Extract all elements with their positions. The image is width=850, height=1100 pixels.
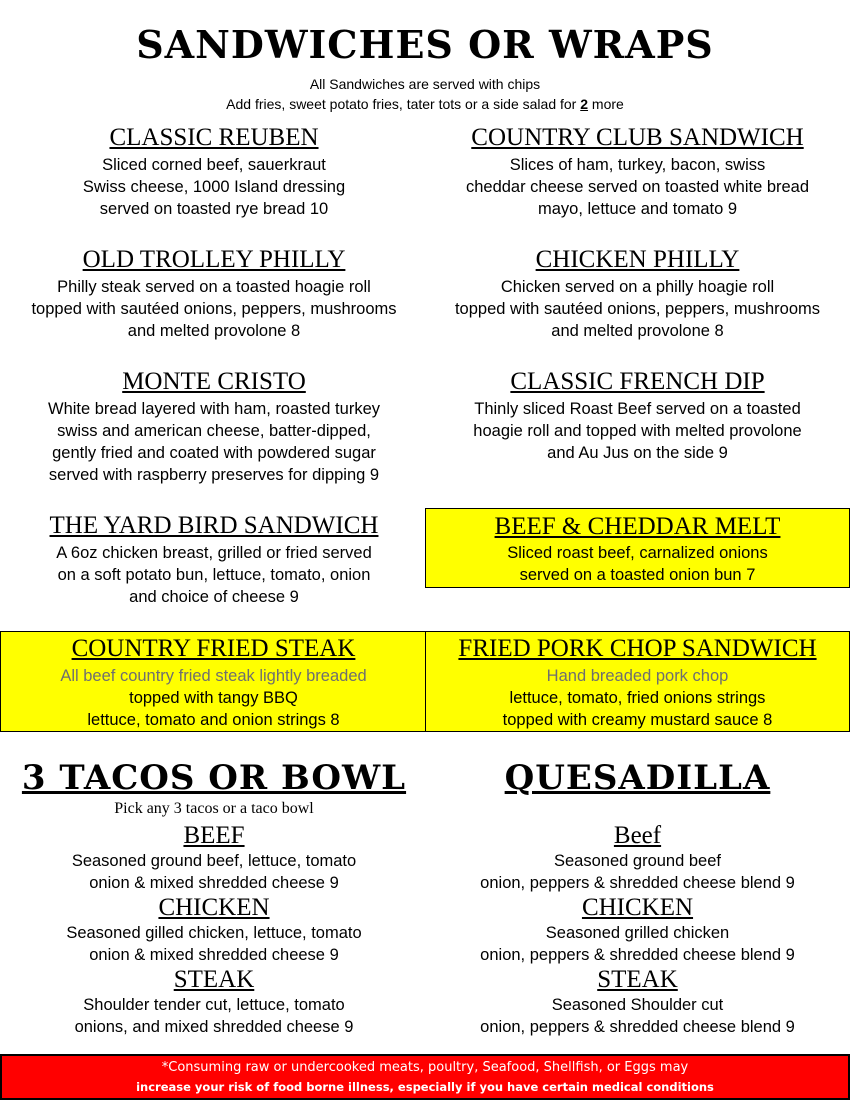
item-description xyxy=(0,922,428,966)
spacer xyxy=(425,800,850,818)
menu-item-country-club xyxy=(425,124,850,220)
description-line: and Au Jus on the side 9 xyxy=(547,444,728,462)
description-line: A 6oz chicken breast, grilled or fried served xyxy=(56,544,372,562)
description-line: hoagie roll and topped with melted provolone xyxy=(473,422,802,440)
menu-item-old-trolley-philly xyxy=(0,246,428,342)
description-line: Philly steak served on a toasted hoagie roll xyxy=(57,278,371,296)
item-title: BEEF & CHEDDAR MELT xyxy=(494,513,781,540)
menu-item-chicken-philly xyxy=(425,246,850,342)
description-line: Shoulder tender cut, lettuce, tomato xyxy=(83,996,345,1014)
description-line: onion, peppers & shredded cheese blend 9 xyxy=(480,1018,795,1036)
description-line: Swiss cheese, 1000 Island dressing xyxy=(82,178,346,196)
taco-steak-title: STEAK xyxy=(173,966,255,993)
description-line: All beef country fried steak lightly breaded xyxy=(60,667,367,685)
quesadilla-beef-title: Beef xyxy=(613,822,662,849)
item-description xyxy=(425,398,850,464)
description-line: Seasoned grilled chicken xyxy=(545,924,730,942)
item-title: THE YARD BIRD SANDWICH xyxy=(49,512,379,539)
description-line: Sliced roast beef, carnalized onions xyxy=(507,544,768,562)
description-line: and melted provolone 8 xyxy=(551,322,724,340)
taco-chicken-title: CHICKEN xyxy=(158,894,270,921)
item-title: COUNTRY CLUB SANDWICH xyxy=(471,124,804,151)
description-line: topped with tangy BBQ xyxy=(129,689,298,707)
item-description xyxy=(0,850,428,894)
tacos-title: 3 TACOS OR BOWL xyxy=(21,758,407,798)
description-line: Thinly sliced Roast Beef served on a toasted xyxy=(474,400,801,418)
warning-line-2: increase your risk of food borne illness, especially if you have certain medical conditions xyxy=(136,1080,714,1094)
menu-item-yard-bird xyxy=(0,512,428,608)
quesadilla-title: QUESADILLA xyxy=(504,758,771,798)
chips-note: All Sandwiches are served with chips xyxy=(309,76,541,92)
description-line: onion, peppers & shredded cheese blend 9 xyxy=(480,874,795,892)
item-description xyxy=(425,154,850,220)
item-title: CHICKEN PHILLY xyxy=(535,246,740,273)
item-description xyxy=(425,850,850,894)
food-safety-warning xyxy=(0,1054,850,1100)
description-line: onion & mixed shredded cheese 9 xyxy=(89,946,339,964)
description-line: lettuce, tomato, fried onions strings xyxy=(509,689,766,707)
description-line: served with raspberry preserves for dipping 9 xyxy=(48,466,380,484)
description-line: Hand breaded pork chop xyxy=(546,667,729,685)
description-line: Seasoned gilled chicken, lettuce, tomato xyxy=(66,924,362,942)
item-description xyxy=(0,994,428,1038)
taco-beef-title: BEEF xyxy=(183,822,245,849)
quesadilla-steak-title: STEAK xyxy=(597,966,678,993)
item-description xyxy=(0,542,428,608)
item-title: CLASSIC REUBEN xyxy=(109,124,319,151)
tacos-section xyxy=(0,756,428,1038)
item-description xyxy=(0,154,428,220)
description-line: and melted provolone 8 xyxy=(127,322,301,340)
menu-item-classic-reuben xyxy=(0,124,428,220)
sides-note xyxy=(0,94,850,114)
item-title: COUNTRY FRIED STEAK xyxy=(71,635,356,662)
item-description xyxy=(425,994,850,1038)
sides-note-more: more xyxy=(588,96,624,112)
description-line: Seasoned ground beef, lettuce, tomato xyxy=(71,852,357,870)
quesadilla-section xyxy=(425,756,850,1038)
item-title: OLD TROLLEY PHILLY xyxy=(82,246,346,273)
description-line: cheddar cheese served on toasted white bread xyxy=(465,178,810,196)
menu-header xyxy=(0,22,850,114)
sides-price: 2 xyxy=(580,96,589,112)
description-line: mayo, lettuce and tomato 9 xyxy=(537,200,738,218)
description-line: served on a toasted onion bun 7 xyxy=(519,566,756,584)
item-title: CLASSIC FRENCH DIP xyxy=(510,368,765,395)
description-line: on a soft potato bun, lettuce, tomato, onion xyxy=(57,566,371,584)
menu-item-beef-cheddar-melt xyxy=(425,508,850,588)
description-line: Sliced corned beef, sauerkraut xyxy=(102,156,326,174)
sides-note-text: Add fries, sweet potato fries, tater tots or a side salad for xyxy=(226,96,581,112)
description-line: White bread layered with ham, roasted turkey xyxy=(48,400,380,418)
description-line: served on toasted rye bread 10 xyxy=(99,200,329,218)
page-title: SANDWICHES OR WRAPS xyxy=(136,22,714,67)
description-line: onion, peppers & shredded cheese blend 9 xyxy=(480,946,795,964)
description-line: lettuce, tomato and onion strings 8 xyxy=(87,711,340,729)
item-description xyxy=(425,922,850,966)
item-title: FRIED PORK CHOP SANDWICH xyxy=(458,635,817,662)
item-description xyxy=(0,276,428,342)
description-line: onions, and mixed shredded cheese 9 xyxy=(74,1018,354,1036)
menu-item-country-fried-steak xyxy=(0,631,427,732)
item-description xyxy=(1,665,426,731)
item-description xyxy=(425,276,850,342)
description-line: Slices of ham, turkey, bacon, swiss xyxy=(509,156,766,174)
description-line: topped with creamy mustard sauce 8 xyxy=(502,711,773,729)
menu-item-pork-chop xyxy=(425,631,850,732)
tacos-subtitle: Pick any 3 tacos or a taco bowl xyxy=(114,800,314,817)
quesadilla-chicken-title: CHICKEN xyxy=(581,894,694,921)
description-line: onion & mixed shredded cheese 9 xyxy=(89,874,339,892)
menu-item-french-dip xyxy=(425,368,850,464)
description-line: Seasoned Shoulder cut xyxy=(551,996,724,1014)
item-description xyxy=(426,665,849,731)
warning-line-1: *Consuming raw or undercooked meats, poultry, Seafood, Shellfish, or Eggs may xyxy=(161,1060,689,1075)
description-line: Chicken served on a philly hoagie roll xyxy=(500,278,775,296)
description-line: Seasoned ground beef xyxy=(554,852,721,870)
item-description xyxy=(0,398,428,486)
description-line: topped with sautéed onions, peppers, mushrooms xyxy=(454,300,821,318)
description-line: topped with sautéed onions, peppers, mushrooms xyxy=(31,300,397,318)
description-line: gently fried and coated with powdered sugar xyxy=(52,444,376,462)
description-line: and choice of cheese 9 xyxy=(129,588,299,606)
menu-item-monte-cristo xyxy=(0,368,428,486)
description-line: swiss and american cheese, batter-dipped, xyxy=(57,422,371,440)
item-title: MONTE CRISTO xyxy=(122,368,306,395)
item-description xyxy=(426,542,849,586)
